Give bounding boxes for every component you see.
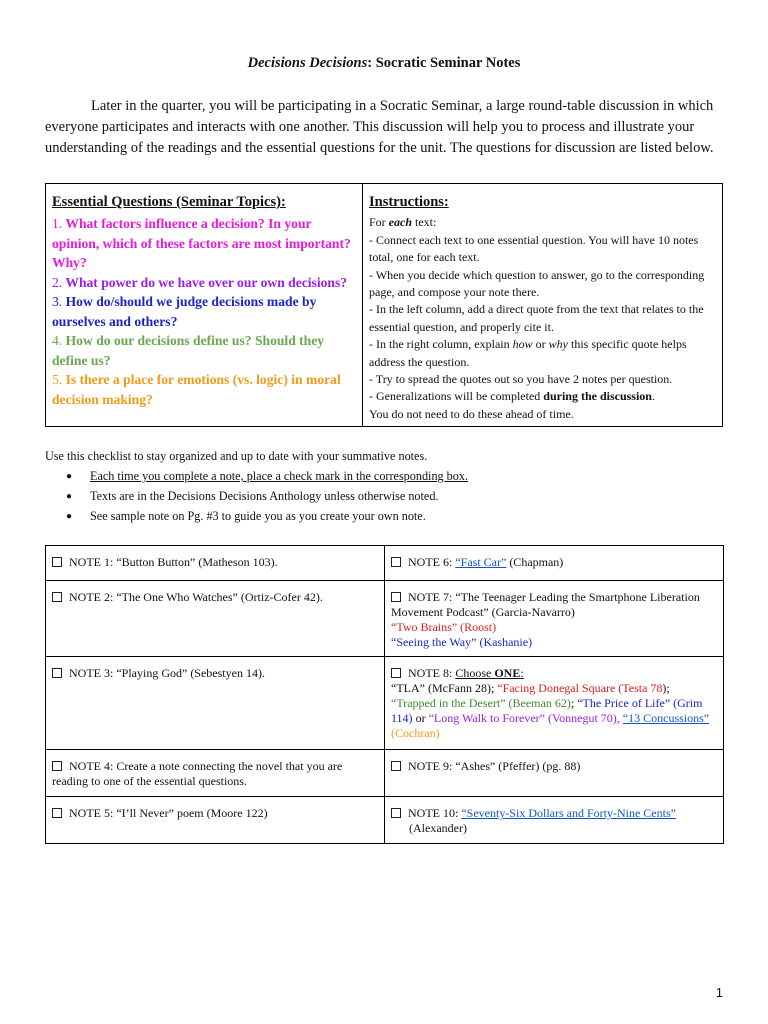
question-3: 3. How do/should we judge decisions made by ourselves and others?: [52, 294, 317, 329]
instruction-for-each: For each text:: [369, 215, 437, 230]
instruction-line-6: - Generalizations will be completed during the discussion.: [369, 389, 655, 404]
note-cell-1: NOTE 1: “Button Button” (Matheson 103).: [46, 546, 385, 581]
question-1: 1. What factors influence a decision? In your opinion, which of these factors are most important? Why?: [52, 216, 351, 270]
intro-paragraph: [45, 96, 725, 159]
checkbox[interactable]: [52, 761, 62, 771]
essential-questions-box: [45, 183, 723, 427]
page-number: 1: [715, 985, 723, 1000]
checklist-bullets: [66, 467, 468, 526]
note-cell-4: NOTE 4: Create a note connecting the novel that you are reading to one of the essential questions.: [46, 750, 385, 797]
note-cell-5: NOTE 5: “I’ll Never” poem (Moore 122): [46, 797, 385, 844]
question-4: 4. How do our decisions define us? Should they define us?: [52, 333, 325, 368]
note-cell-9: NOTE 9: “Ashes” (Pfeffer) (pg. 88): [385, 750, 724, 797]
question-5: 5. Is there a place for emotions (vs. logic) in moral decision making?: [52, 372, 341, 407]
document-title: [0, 55, 768, 72]
checkbox[interactable]: [52, 557, 62, 567]
instruction-line-2: - When you decide which question to answer, go to the corresponding page, and compose your note there.: [369, 267, 705, 300]
essential-questions-heading: Essential Questions (Seminar Topics):: [52, 194, 286, 210]
title-italic: Decisions Decisions: [247, 55, 368, 71]
instruction-line-4: - In the right column, explain how or why this specific quote helps address the question.: [369, 337, 687, 369]
checkbox[interactable]: [52, 808, 62, 818]
table-row: [46, 546, 724, 581]
title-rest: : Socratic Seminar Notes: [367, 55, 521, 71]
note-cell-8: NOTE 8: Choose ONE: “TLA” (McFann 28); “Facing Donegal Square (Testa 78); “Trapped in the Desert” (Beeman 62); “The Price of Life” (Grim 114) or “Long Walk to Forever” (Vonnegut 70), “13 Concussions” (Cochran): [385, 657, 724, 750]
fast-car-link[interactable]: “Fast Car”: [455, 555, 507, 569]
instructions-heading: Instructions:: [369, 194, 449, 210]
question-2: 2. What power do we have over our own decisions?: [52, 274, 348, 290]
table-row: [46, 797, 724, 844]
bullet-item: ● Texts are in the Decisions Decisions Anthology unless otherwise noted.: [66, 487, 468, 507]
seventy-six-dollars-link[interactable]: “Seventy-Six Dollars and Forty-Nine Cents”: [461, 806, 676, 820]
checkbox[interactable]: [391, 592, 401, 602]
bullet-item: ● Each time you complete a note, place a check mark in the corresponding box.: [66, 467, 468, 487]
table-row: [46, 657, 724, 750]
instruction-line-1: - Connect each text to one essential question. You will have 10 notes total, one for each text.: [369, 232, 699, 265]
bullet-item: ● See sample note on Pg. #3 to guide you as you create your own note.: [66, 507, 468, 527]
note-cell-10: NOTE 10: “Seventy-Six Dollars and Forty-Nine Cents” (Alexander): [385, 797, 724, 844]
checkbox[interactable]: [391, 761, 401, 771]
intro-text: Later in the quarter, you will be participating in a Socratic Seminar, a large round-table discussion in which everyone participates and interacts with one another. This discussion will help you to process and illustrate your understanding of the readings and the essential questions for the unit. The questions for discussion are listed below.: [45, 98, 714, 156]
13-concussions-link[interactable]: “13 Concussions”: [622, 711, 710, 725]
checkbox[interactable]: [391, 668, 401, 678]
instruction-line-5: - Try to spread the quotes out so you have 2 notes per question.: [369, 372, 673, 387]
instructions-column: [363, 184, 722, 426]
table-row: [46, 750, 724, 797]
two-brains-text: “Two Brains” (Roost): [391, 620, 497, 634]
note-cell-6: NOTE 6: “Fast Car” (Chapman): [385, 546, 724, 581]
checkbox[interactable]: [391, 808, 401, 818]
instruction-line-3: - In the left column, add a direct quote from the text that relates to the essential question, and properly cite it.: [369, 302, 704, 334]
notes-checklist-table: [45, 545, 724, 844]
essential-questions-column: [46, 184, 363, 426]
note-8-options: “TLA” (McFann 28); “Facing Donegal Square (Testa 78); “Trapped in the Desert” (Beeman 62); “The Price of Life” (Grim 114) or “Long Walk to Forever” (Vonnegut 70), “13 Concussions” (Cochran): [391, 681, 710, 740]
note-cell-2: NOTE 2: “The One Who Watches” (Ortiz-Cofer 42).: [46, 581, 385, 657]
table-row: [46, 581, 724, 657]
checkbox[interactable]: [52, 592, 62, 602]
instruction-line-7: You do not need to do these ahead of time.: [369, 406, 574, 421]
checkbox[interactable]: [52, 668, 62, 678]
note-cell-3: NOTE 3: “Playing God” (Sebestyen 14).: [46, 657, 385, 750]
seeing-the-way-text: “Seeing the Way” (Kashanie): [391, 635, 533, 649]
note-cell-7: NOTE 7: “The Teenager Leading the Smartphone Liberation Movement Podcast” (Garcia-Navarro) “Two Brains” (Roost) “Seeing the Way” (Kashanie): [385, 581, 724, 657]
checkbox[interactable]: [391, 557, 401, 567]
checklist-intro: Use this checklist to stay organized and up to date with your summative notes.: [45, 449, 428, 463]
